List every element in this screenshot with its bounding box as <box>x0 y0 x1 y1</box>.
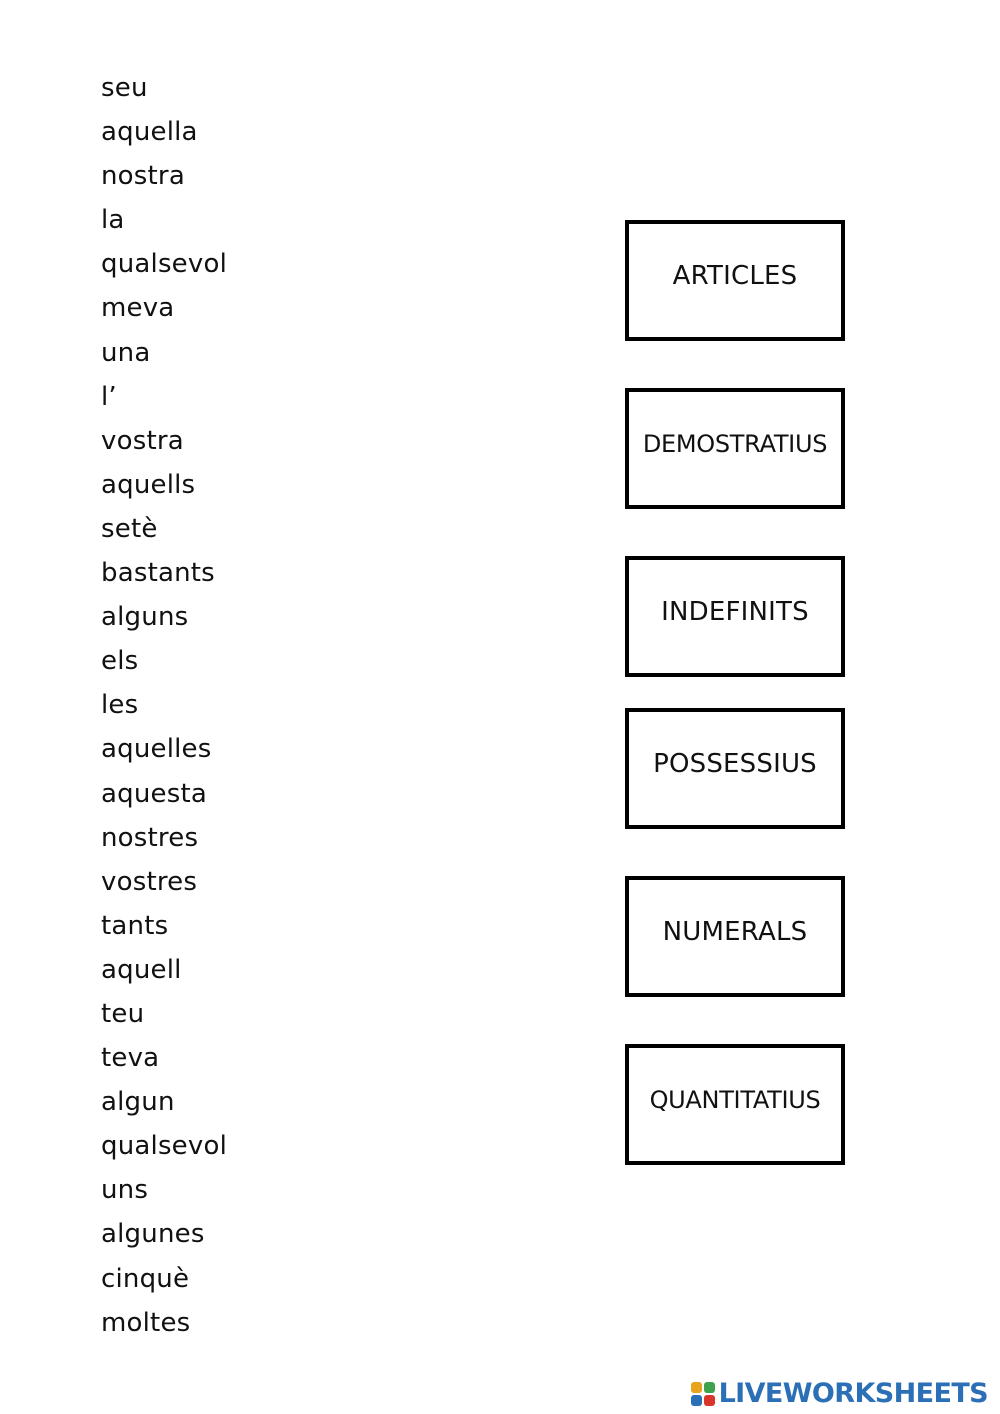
word-item[interactable]: algun <box>101 1087 175 1118</box>
category-box-articles[interactable] <box>625 220 845 341</box>
category-box-numerals[interactable] <box>625 876 845 997</box>
word-item[interactable]: algunes <box>101 1219 205 1250</box>
word-item[interactable]: nostra <box>101 161 185 192</box>
word-item[interactable]: bastants <box>101 558 215 589</box>
logo-square <box>704 1382 715 1393</box>
word-item[interactable]: moltes <box>101 1307 191 1338</box>
word-item[interactable]: teu <box>101 998 145 1029</box>
word-list <box>101 66 227 1345</box>
word-item[interactable]: l’ <box>101 381 117 412</box>
brand-name: LIVEWORKSHEETS <box>718 1378 988 1409</box>
category-label: INDEFINITS <box>661 596 809 627</box>
word-item[interactable]: aquelles <box>101 734 212 765</box>
logo-square <box>691 1382 702 1393</box>
category-label: NUMERALS <box>662 916 808 947</box>
word-item[interactable]: meva <box>101 293 175 324</box>
brand-footer[interactable] <box>691 1378 988 1409</box>
word-item[interactable]: seu <box>101 73 148 103</box>
word-item[interactable]: tants <box>101 910 169 941</box>
word-item[interactable]: una <box>101 337 151 368</box>
category-label: QUANTITATIUS <box>649 1085 821 1114</box>
word-item[interactable]: cinquè <box>101 1263 190 1294</box>
word-item[interactable]: aquella <box>101 117 198 148</box>
word-item[interactable]: qualsevol <box>101 249 227 280</box>
logo-square <box>691 1395 702 1406</box>
word-item[interactable]: alguns <box>101 602 189 633</box>
word-item[interactable]: aquell <box>101 954 182 985</box>
category-box-demostratius[interactable] <box>625 388 845 509</box>
category-box-quantitatius[interactable] <box>625 1044 845 1165</box>
word-item[interactable]: setè <box>101 513 158 544</box>
word-item[interactable]: vostres <box>101 866 198 897</box>
word-item[interactable]: les <box>101 690 139 721</box>
word-item[interactable]: els <box>101 646 139 677</box>
category-label: ARTICLES <box>672 260 798 291</box>
category-box-possessius[interactable] <box>625 708 845 829</box>
word-item[interactable]: aquells <box>101 469 196 500</box>
word-item[interactable]: la <box>101 205 125 236</box>
word-item[interactable]: qualsevol <box>101 1131 227 1162</box>
category-box-indefinits[interactable] <box>625 556 845 677</box>
word-item[interactable]: teva <box>101 1043 160 1074</box>
word-item[interactable]: aquesta <box>101 778 207 809</box>
logo-square <box>704 1395 715 1406</box>
liveworksheets-logo-icon <box>691 1382 715 1406</box>
category-label: POSSESSIUS <box>653 748 817 779</box>
category-label: DEMOSTRATIUS <box>642 429 828 458</box>
word-item[interactable]: vostra <box>101 425 184 456</box>
word-item[interactable]: uns <box>101 1175 149 1206</box>
word-item[interactable]: nostres <box>101 822 199 853</box>
